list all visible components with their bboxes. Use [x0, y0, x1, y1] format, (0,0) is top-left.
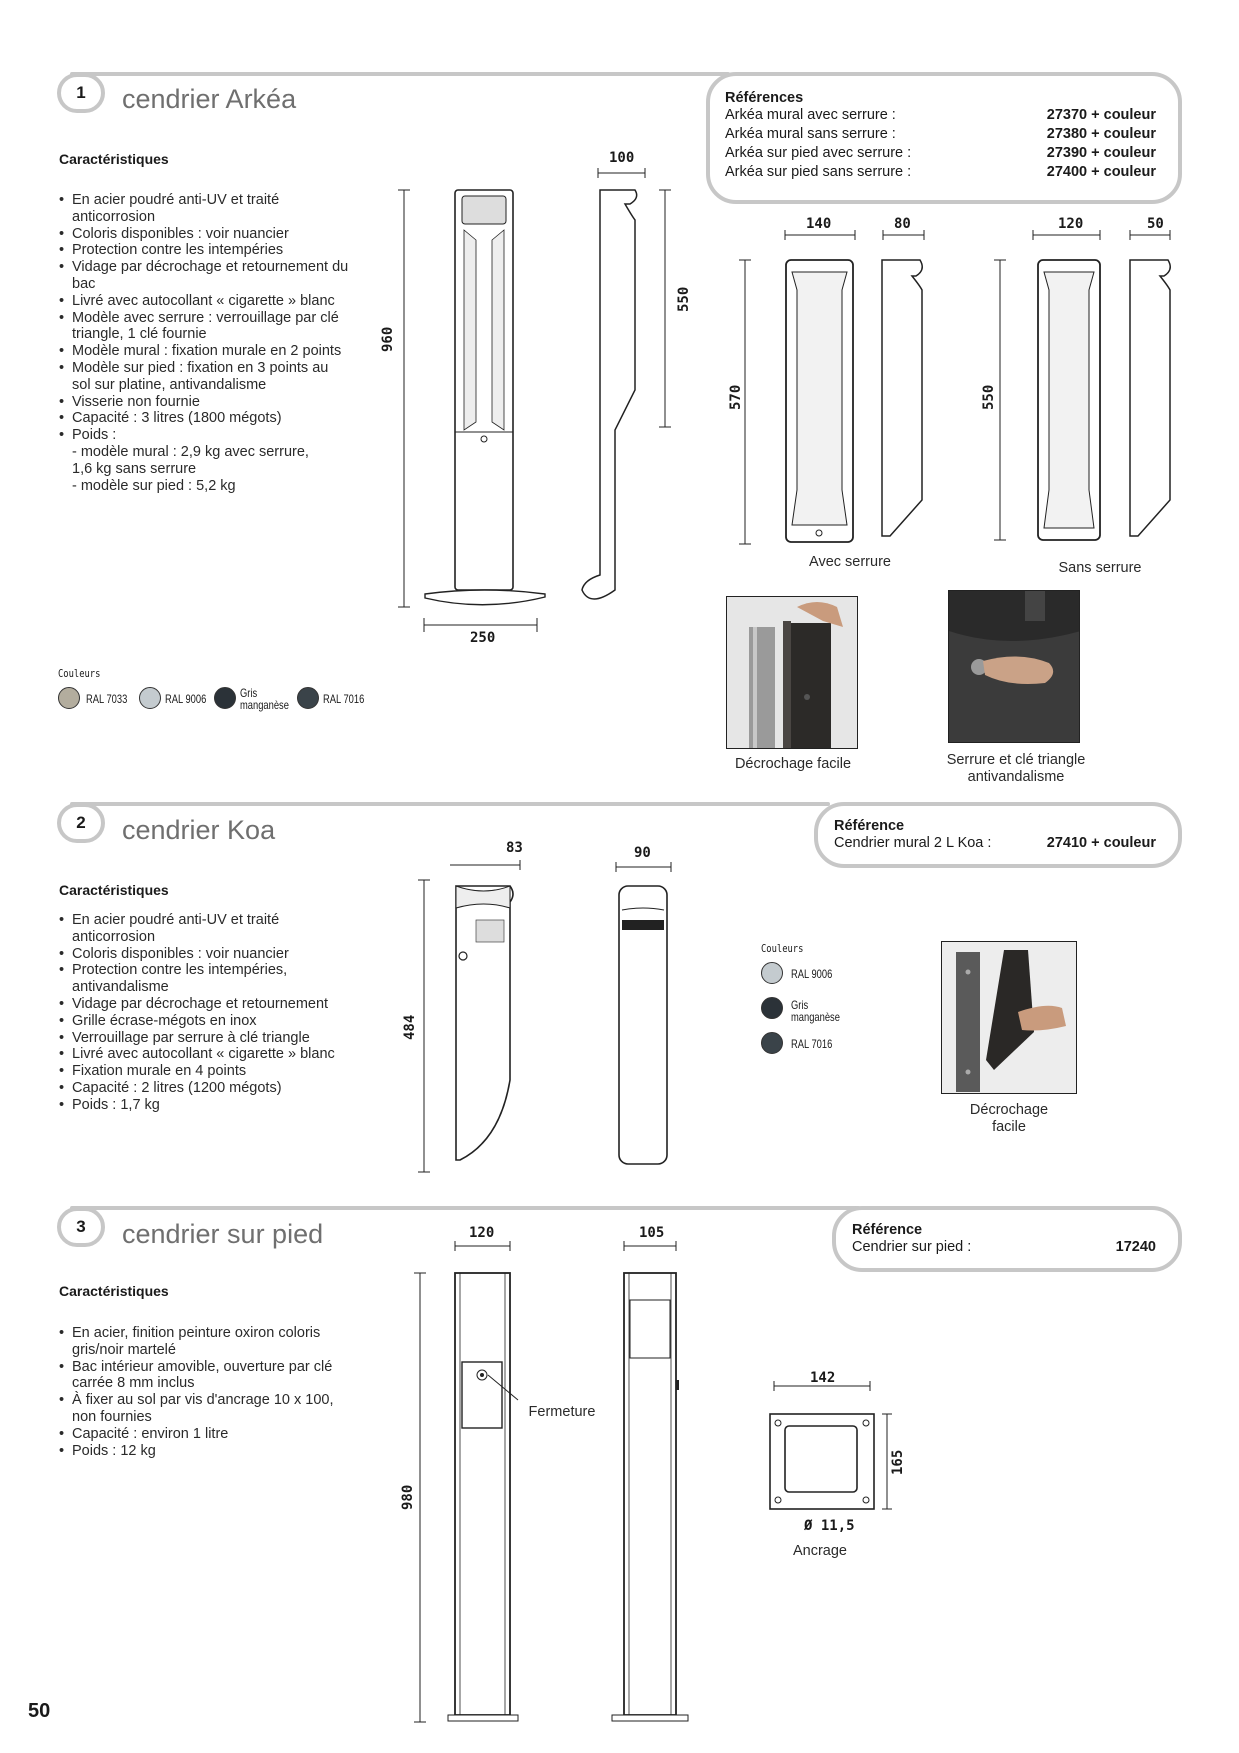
dim-plate-width: 142	[810, 1370, 836, 1386]
reference-label: Cendrier mural 2 L Koa :	[834, 835, 992, 851]
dim-anchor-diameter: Ø 11,5	[804, 1518, 855, 1534]
list-item: • Capacité : 2 litres (1200 mégots)	[59, 1080, 349, 1097]
caption-with-lock: Avec serrure	[809, 554, 891, 570]
arkea-pole-front-drawing	[380, 160, 560, 660]
reference-label: Arkéa mural sans serrure :	[725, 126, 896, 142]
list-item: • En acier, finition peinture oxiron coloris gris/noir martelé	[59, 1325, 349, 1359]
dim-no-lock-height: 550	[981, 384, 997, 410]
list-item: • Coloris disponibles : voir nuancier	[59, 946, 349, 963]
color-label: RAL 9006	[791, 967, 833, 981]
list-item: • Capacité : 3 litres (1800 mégots)	[59, 410, 349, 427]
caption-line: facile	[992, 1119, 1026, 1135]
dim-koa-width: 90	[634, 845, 651, 861]
section-3-characteristics-list	[59, 1325, 349, 1459]
dim-pole-height: 960	[380, 326, 396, 352]
caption-line: antivandalisme	[967, 769, 1065, 785]
dim-side-height: 550	[676, 286, 692, 312]
dim-no-lock-depth: 50	[1147, 216, 1164, 232]
list-subitem: - modèle mural : 2,9 kg avec serrure,	[72, 443, 309, 460]
arkea-wall-without-lock-drawing	[990, 230, 1190, 550]
list-item: • Visserie non fournie	[59, 394, 349, 411]
dim-pied-depth: 105	[639, 1225, 665, 1241]
arkea-pole-side-drawing	[570, 160, 690, 620]
list-item: • Coloris disponibles : voir nuancier	[59, 226, 349, 243]
list-item: • En acier poudré anti-UV et traité anticorrosion	[59, 912, 349, 946]
section-2-references-box	[814, 802, 1182, 868]
list-item: • À fixer au sol par vis d'ancrage 10 x 100, non fournies	[59, 1392, 349, 1426]
caption-line: Décrochage	[969, 1102, 1049, 1118]
reference-code: 27370 + couleur	[1046, 107, 1156, 123]
reference-label: Arkéa mural avec serrure :	[725, 107, 896, 123]
section-1-references-box	[706, 72, 1182, 204]
list-item: • Livré avec autocollant « cigarette » blanc	[59, 293, 349, 310]
reference-code: 27410 + couleur	[1046, 835, 1156, 851]
list-item: • Livré avec autocollant « cigarette » blanc	[59, 1046, 349, 1063]
references-title: Référence	[834, 818, 905, 834]
dim-side-depth: 100	[609, 150, 635, 166]
photo-koa-unhooking	[941, 941, 1077, 1094]
list-item: • Poids :	[59, 427, 349, 444]
section-1-title: cendrier Arkéa	[122, 84, 297, 114]
caption-arkea-photo-1: Décrochage facile	[734, 756, 852, 772]
list-item: • Vidage par décrochage et retournement du bac	[59, 259, 349, 293]
section-1-characteristics-list	[59, 192, 349, 494]
list-item: • Protection contre les intempéries	[59, 242, 349, 259]
list-subitem: 1,6 kg sans serrure	[72, 460, 197, 477]
section-1-number: 1	[57, 73, 105, 113]
caption-line: Serrure et clé triangle	[946, 752, 1086, 768]
caption-koa-photo	[940, 1102, 1078, 1136]
reference-row	[725, 144, 1156, 163]
list-item: • Poids : 12 kg	[59, 1443, 349, 1460]
photo-arkea-lock	[948, 590, 1080, 743]
reference-row	[725, 163, 1156, 182]
arkea-wall-with-lock-drawing	[730, 230, 930, 550]
dim-koa-depth: 83	[506, 840, 523, 856]
dim-pied-width: 120	[469, 1225, 495, 1241]
reference-label: Cendrier sur pied :	[852, 1239, 972, 1255]
section-3-title: cendrier sur pied	[122, 1219, 324, 1249]
photo-arkea-unhooking	[726, 596, 858, 749]
list-subitem: - modèle sur pied : 5,2 kg	[72, 477, 236, 494]
section-3-number: 3	[57, 1207, 105, 1247]
dim-with-lock-width: 140	[806, 216, 832, 232]
pied-side-drawing	[600, 1240, 690, 1730]
color-swatch-ral-7016	[297, 687, 319, 709]
color-label: Gris manganèse	[791, 998, 840, 1024]
dim-no-lock-width: 120	[1058, 216, 1084, 232]
koa-side-drawing	[410, 850, 530, 1180]
anchor-plate-drawing	[770, 1380, 910, 1520]
list-item: • Poids : 1,7 kg	[59, 1097, 349, 1114]
dim-plate-height: 165	[890, 1449, 906, 1475]
reference-label: Arkéa sur pied avec serrure :	[725, 145, 912, 161]
dim-with-lock-depth: 80	[894, 216, 911, 232]
section-2-characteristics-list	[59, 912, 349, 1114]
reference-code: 27400 + couleur	[1046, 164, 1156, 180]
list-item: • Modèle mural : fixation murale en 2 points	[59, 343, 349, 360]
color-label: RAL 7016	[791, 1037, 833, 1051]
section-2-characteristics-title: Caractéristiques	[59, 882, 169, 898]
color-label: Gris manganèse	[240, 686, 289, 712]
color-swatch-ral-7016	[761, 1032, 783, 1054]
photo-koa-unhooking-illustration	[942, 942, 1077, 1094]
list-item: • Protection contre les intempéries, antivandalisme	[59, 962, 349, 996]
list-item: • Verrouillage par serrure à clé triangle	[59, 1030, 349, 1047]
section-3-characteristics-title: Caractéristiques	[59, 1283, 169, 1299]
reference-code: 27390 + couleur	[1046, 145, 1156, 161]
list-item: • Modèle avec serrure : verrouillage par clé triangle, 1 clé fournie	[59, 310, 349, 344]
color-label: RAL 7033	[86, 692, 128, 706]
reference-code: 27380 + couleur	[1046, 126, 1156, 142]
pied-front-drawing	[410, 1240, 550, 1730]
section-1-divider	[70, 72, 730, 76]
color-swatch-ral-9006	[139, 687, 161, 709]
references-title: Référence	[852, 1222, 923, 1238]
list-item: • Modèle sur pied : fixation en 3 points au sol sur platine, antivandalisme	[59, 360, 349, 394]
section-2-title: cendrier Koa	[122, 815, 276, 845]
reference-row	[725, 125, 1156, 144]
list-item: • Grille écrase-mégots en inox	[59, 1013, 349, 1030]
reference-row	[852, 1238, 1156, 1257]
color-swatch-gris-manganese	[214, 687, 236, 709]
koa-front-drawing	[610, 850, 690, 1180]
section-1-characteristics-title: Caractéristiques	[59, 151, 169, 167]
section-3-references-box	[832, 1206, 1182, 1272]
section-2-number: 2	[57, 803, 105, 843]
color-label: RAL 7016	[323, 692, 365, 706]
section-3-divider	[70, 1206, 860, 1210]
dim-with-lock-height: 570	[728, 384, 744, 410]
list-item: • Fixation murale en 4 points	[59, 1063, 349, 1080]
list-item: • Vidage par décrochage et retournement	[59, 996, 349, 1013]
photo-arkea-unhooking-illustration	[727, 597, 858, 749]
references-title: Références	[725, 90, 804, 106]
caption-arkea-photo-2	[926, 752, 1106, 786]
dim-koa-height: 484	[402, 1014, 418, 1040]
dim-pied-height: 980	[400, 1484, 416, 1510]
section-1-colors-title: Couleurs	[58, 667, 101, 680]
color-swatch-ral-9006	[761, 962, 783, 984]
reference-row	[834, 834, 1156, 853]
caption-no-lock: Sans serrure	[1058, 560, 1142, 576]
reference-label: Arkéa sur pied sans serrure :	[725, 164, 912, 180]
color-label: RAL 9006	[165, 692, 207, 706]
list-item: • Capacité : environ 1 litre	[59, 1426, 349, 1443]
reference-code: 17240	[1115, 1239, 1156, 1255]
caption-anchor: Ancrage	[792, 1543, 847, 1559]
dim-base-width: 250	[470, 630, 496, 646]
list-item: • En acier poudré anti-UV et traité anticorrosion	[59, 192, 349, 226]
photo-arkea-lock-illustration	[949, 591, 1080, 743]
reference-row	[725, 106, 1156, 125]
color-swatch-gris-manganese	[761, 997, 783, 1019]
list-item: • Bac intérieur amovible, ouverture par clé carrée 8 mm inclus	[59, 1359, 349, 1393]
color-swatch-ral-7033	[58, 687, 80, 709]
section-2-colors-title: Couleurs	[761, 942, 804, 955]
section-2-divider	[70, 802, 830, 806]
page-number: 50	[28, 1700, 51, 1722]
caption-closure: Fermeture	[528, 1404, 596, 1420]
